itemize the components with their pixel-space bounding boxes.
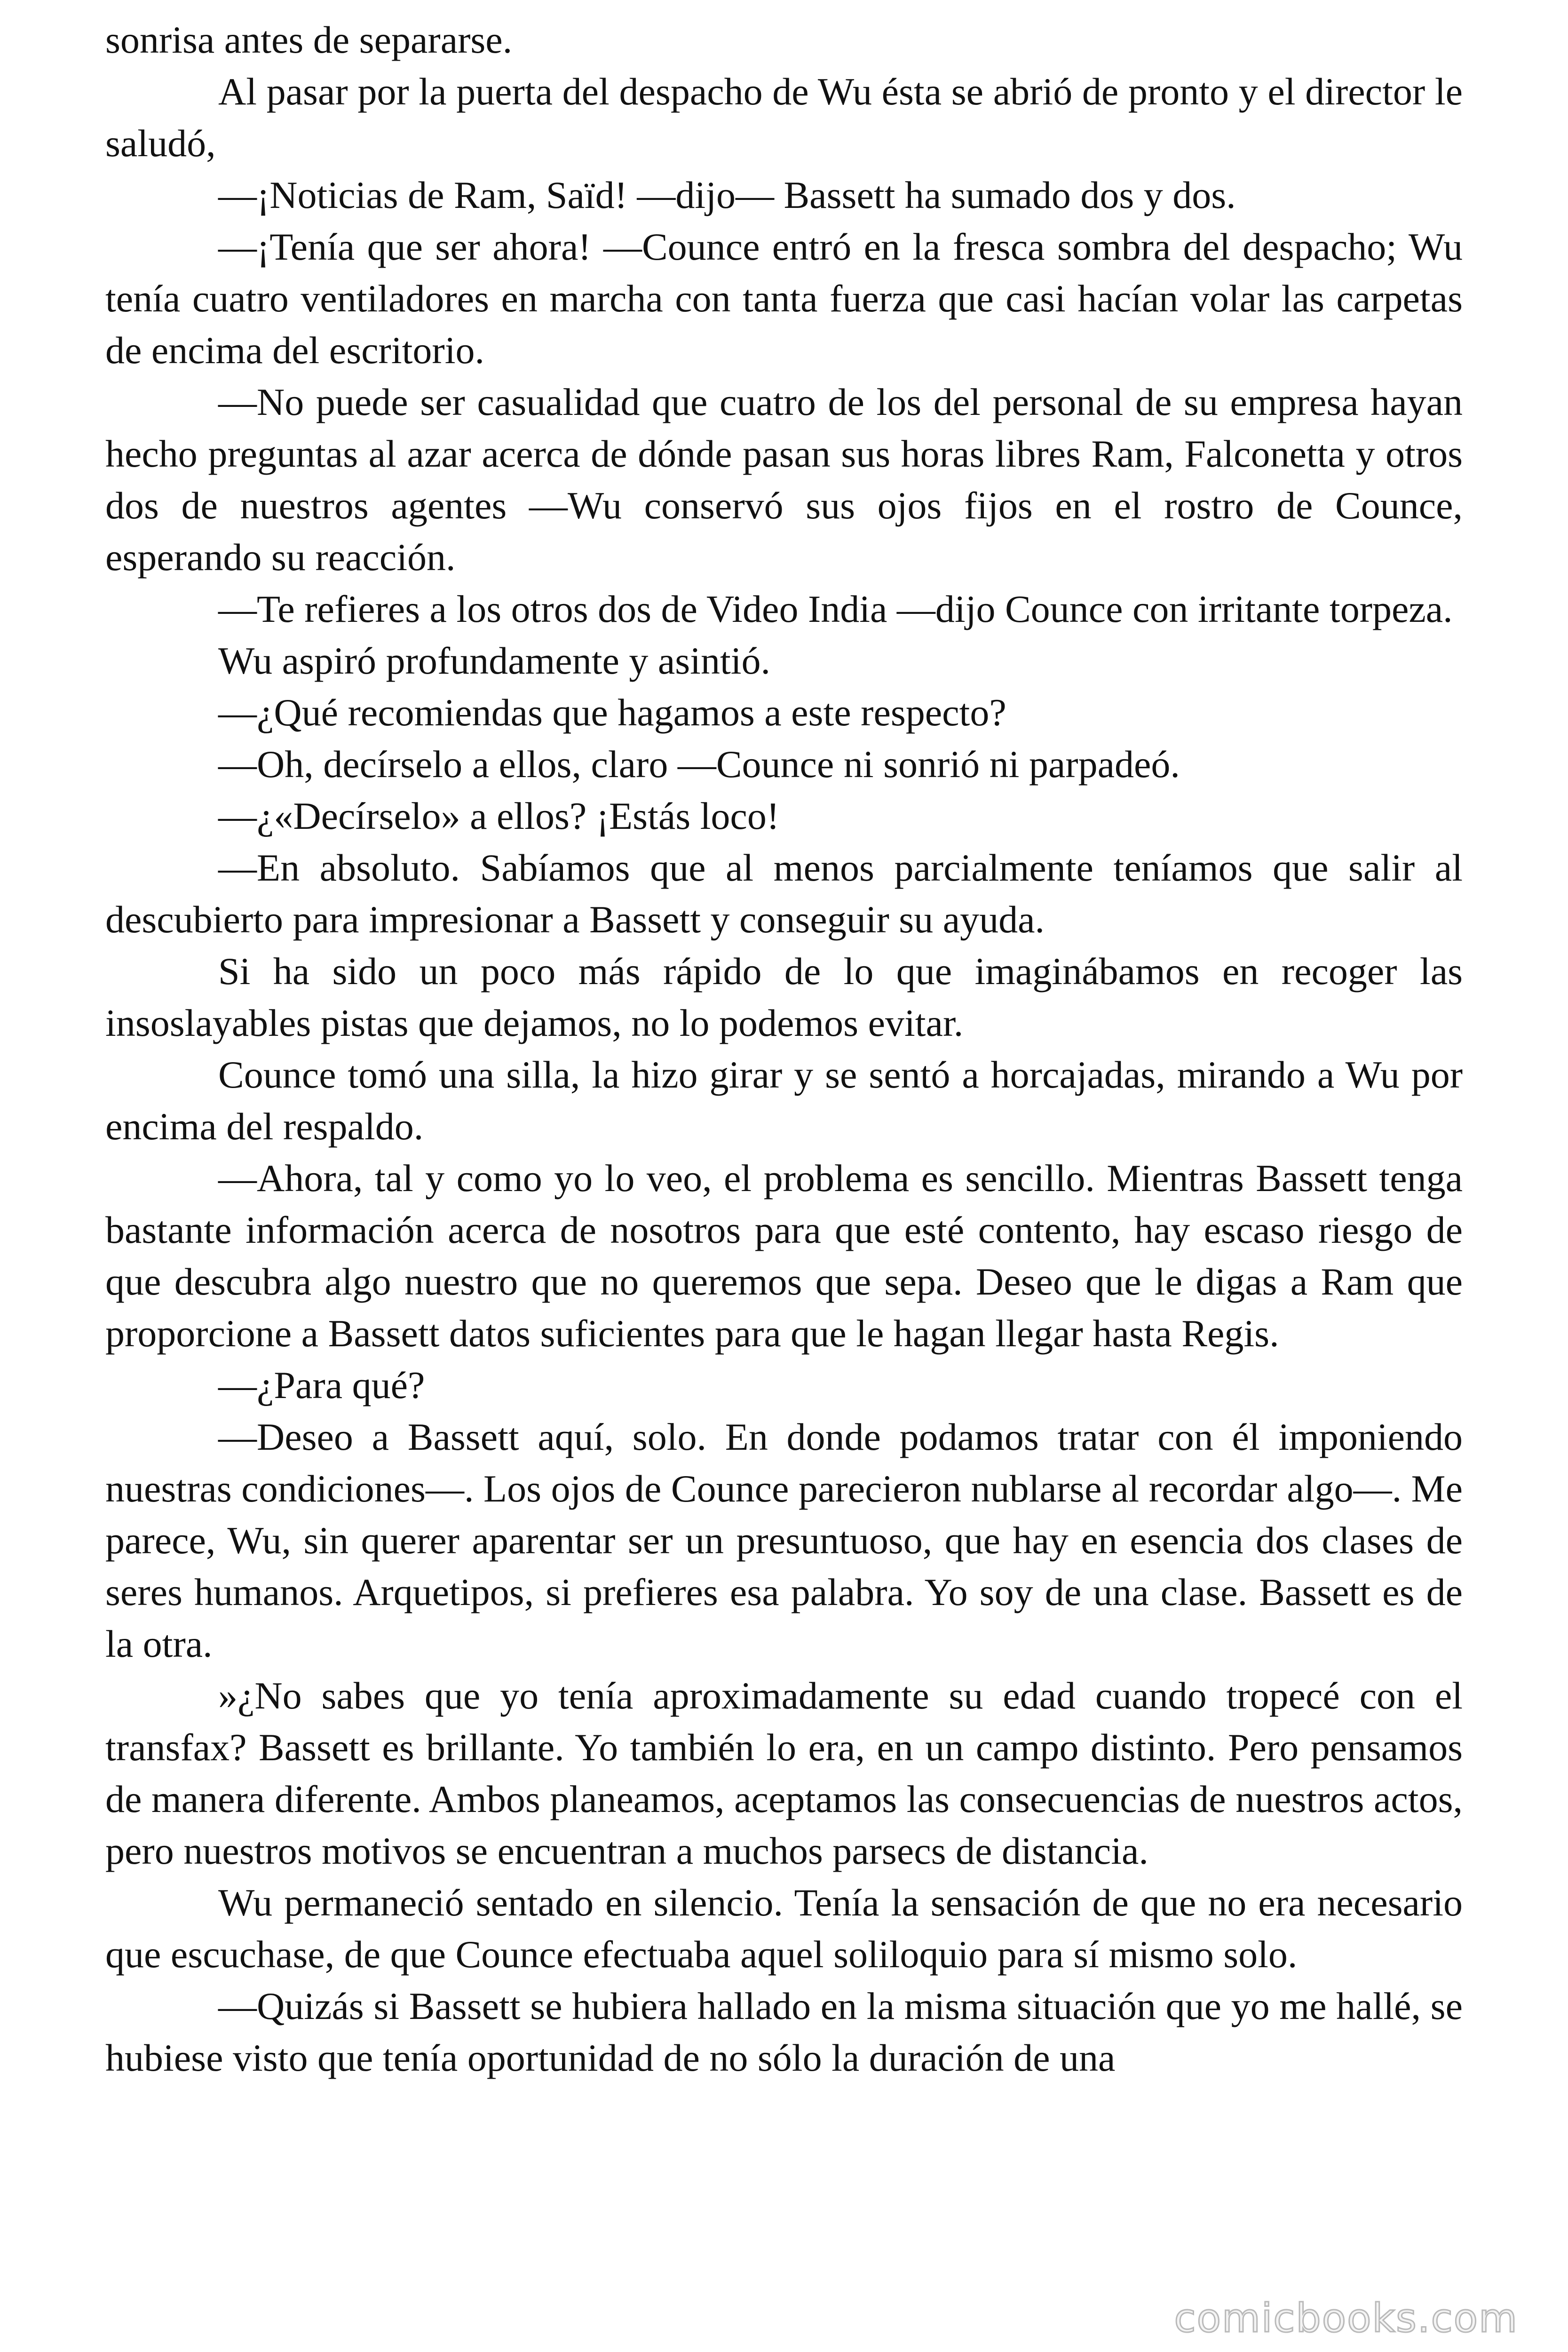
paragraph-4: —¡Tenía que ser ahora! —Counce entró en la fresca sombra del despacho; Wu tenía cuatro ventiladores en marcha con tanta fuerza que casi hacían volar las carpetas de encima del escritorio. xyxy=(105,225,1463,372)
paragraph-14: —Ahora, tal y como yo lo veo, el problema es sencillo. Mientras Bassett tenga bastante información acerca de nosotros para que esté contento, hay escaso riesgo de que descubra algo nuestro que no queremos que sepa. Deseo que le digas a Ram que proporcione a Bassett datos suficientes para que le hagan llegar hasta Regis. xyxy=(105,1157,1463,1355)
paragraph-2: Al pasar por la puerta del despacho de Wu ésta se abrió de pronto y el director le saludó, xyxy=(105,70,1463,165)
paragraph-17: »¿No sabes que yo tenía aproximadamente su edad cuando tropecé con el transfax? Bassett es brillante. Yo también lo era, en un campo distinto. Pero pensamos de manera diferente. Ambos planeamos, aceptamos las consecuencias de nuestros actos, pero nuestros motivos se encuentran a muchos parsecs de distancia. xyxy=(105,1674,1463,1872)
paragraph-13: Counce tomó una silla, la hizo girar y se sentó a horcajadas, mirando a Wu por encima del respaldo. xyxy=(105,1053,1463,1148)
paragraph-8: —¿Qué recomiendas que hagamos a este respecto? xyxy=(218,691,1006,734)
paragraph-9: —Oh, decírselo a ellos, claro —Counce ni sonrió ni parpadeó. xyxy=(218,743,1180,786)
paragraph-7: Wu aspiró profundamente y asintió. xyxy=(218,639,771,682)
paragraph-5: —No puede ser casualidad que cuatro de los del personal de su empresa hayan hecho preguntas al azar acerca de dónde pasan sus horas libres Ram, Falconetta y otros dos de nuestros agentes —Wu conservó sus ojos fijos en el rostro de Counce, esperando su reacción. xyxy=(105,381,1463,579)
paragraph-16: —Deseo a Bassett aquí, solo. En donde podamos tratar con él imponiendo nuestras condiciones—. Los ojos de Counce parecieron nublarse al recordar algo—. Me parece, Wu, sin querer aparentar ser un presuntuoso, que hay en esencia dos clases de seres humanos. Arquetipos, si prefieres esa palabra. Yo soy de una clase. Bassett es de la otra. xyxy=(105,1415,1463,1665)
paragraph-6: —Te refieres a los otros dos de Video India —dijo Counce con irritante torpeza. xyxy=(218,588,1453,630)
paragraph-19: —Quizás si Bassett se hubiera hallado en la misma situación que yo me hallé, se hubiese visto que tenía oportunidad de no sólo la duración de una xyxy=(105,1985,1463,2079)
paragraph-18: Wu permaneció sentado en silencio. Tenía la sensación de que no era necesario que escuchase, de que Counce efectuaba aquel soliloquio para sí mismo solo. xyxy=(105,1881,1463,1976)
paragraph-11: —En absoluto. Sabíamos que al menos parcialmente teníamos que salir al descubierto para impresionar a Bassett y conseguir su ayuda. xyxy=(105,846,1463,941)
paragraph-1: sonrisa antes de separarse. xyxy=(105,18,513,61)
book-page-text xyxy=(105,14,1463,2084)
paragraph-15: —¿Para qué? xyxy=(218,1364,425,1406)
paragraph-12: Si ha sido un poco más rápido de lo que imaginábamos en recoger las insoslayables pistas que dejamos, no lo podemos evitar. xyxy=(105,950,1463,1044)
watermark-logo: comicbooks.com xyxy=(1174,2295,1518,2341)
paragraph-3: —¡Noticias de Ram, Saïd! —dijo— Bassett ha sumado dos y dos. xyxy=(218,174,1236,216)
paragraph-10: —¿«Decírselo» a ellos? ¡Estás loco! xyxy=(218,795,780,837)
